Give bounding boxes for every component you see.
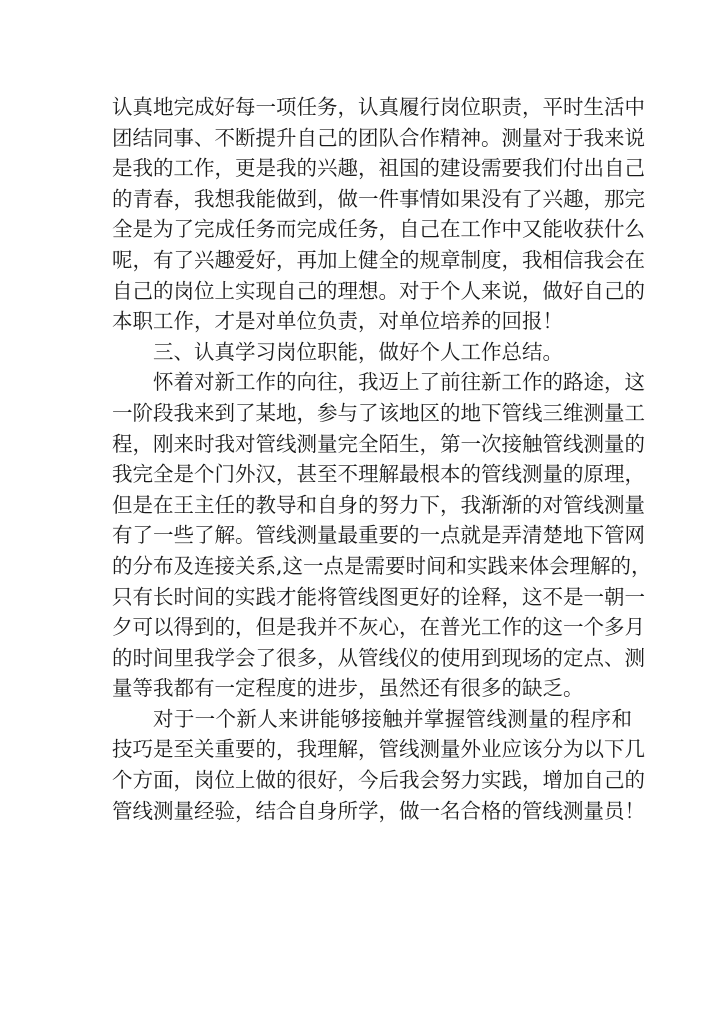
- paragraph: [112, 704, 645, 826]
- text-line: 全是为了完成任务而完成任务，自己在工作中又能收获什么: [112, 217, 645, 242]
- text-line: 对于一个新人来讲能够接触并掌握管线测量的程序和: [153, 706, 632, 731]
- text-line: 认真地完成好每一项任务，认真履行岗位职责，平时生活中: [112, 95, 645, 119]
- paragraph: [112, 367, 652, 704]
- paragraph: [112, 337, 632, 368]
- text-line: 只有长时间的实践才能将管线图更好的诠释，这不是一朝一: [112, 584, 645, 609]
- text-line: 管线测量经验，结合自身所学，做一名合格的管线测量员！: [112, 798, 645, 823]
- text-line: 的分布及连接关系,这一点是需要时间和实践来体会理解的，: [112, 553, 652, 578]
- text-line: 我完全是个门外汉，甚至不理解最根本的管线测量的原理，: [112, 462, 645, 487]
- text-line: 自己的岗位上实现自己的理想。对于个人来说，做好自己的: [112, 278, 645, 303]
- text-line: 呢，有了兴趣爱好，再加上健全的规章制度，我相信我会在: [112, 247, 645, 272]
- text-line: 的青春，我想我能做到，做一件事情如果没有了兴趣，那完: [112, 186, 645, 211]
- text-line: 程，刚来时我对管线测量完全陌生，第一次接触管线测量的: [112, 431, 645, 456]
- text-line: 但是在王主任的教导和自身的努力下，我渐渐的对管线测量: [112, 492, 645, 517]
- text-line: 一阶段我来到了某地，参与了该地区的地下管线三维测量工: [112, 400, 645, 425]
- document-body: [112, 92, 652, 826]
- text-line: 是我的工作，更是我的兴趣，祖国的建设需要我们付出自己: [112, 156, 645, 181]
- text-line: 有了一些了解。管线测量最重要的一点就是弄清楚地下管网: [112, 523, 645, 548]
- text-line: 团结同事、不断提升自己的团队合作精神。测量对于我来说: [112, 125, 645, 150]
- text-line: 个方面，岗位上做的很好，今后我会努力实践，增加自己的: [112, 768, 645, 793]
- text-line: 怀着对新工作的向往，我迈上了前往新工作的路途，这: [153, 370, 645, 395]
- text-line: 本职工作，才是对单位负责，对单位培养的回报！: [112, 309, 563, 334]
- text-line: 量等我都有一定程度的进步，虽然还有很多的缺乏。: [112, 676, 584, 701]
- text-line: 夕可以得到的，但是我并不灰心，在普光工作的这一个多月: [112, 615, 645, 640]
- text-line: 三、认真学习岗位职能，做好个人工作总结。: [153, 339, 563, 364]
- text-line: 技巧是至关重要的，我理解，管线测量外业应该分为以下几: [112, 737, 645, 762]
- paragraph: [112, 92, 645, 337]
- text-line: 的时间里我学会了很多，从管线仪的使用到现场的定点、测: [112, 645, 645, 670]
